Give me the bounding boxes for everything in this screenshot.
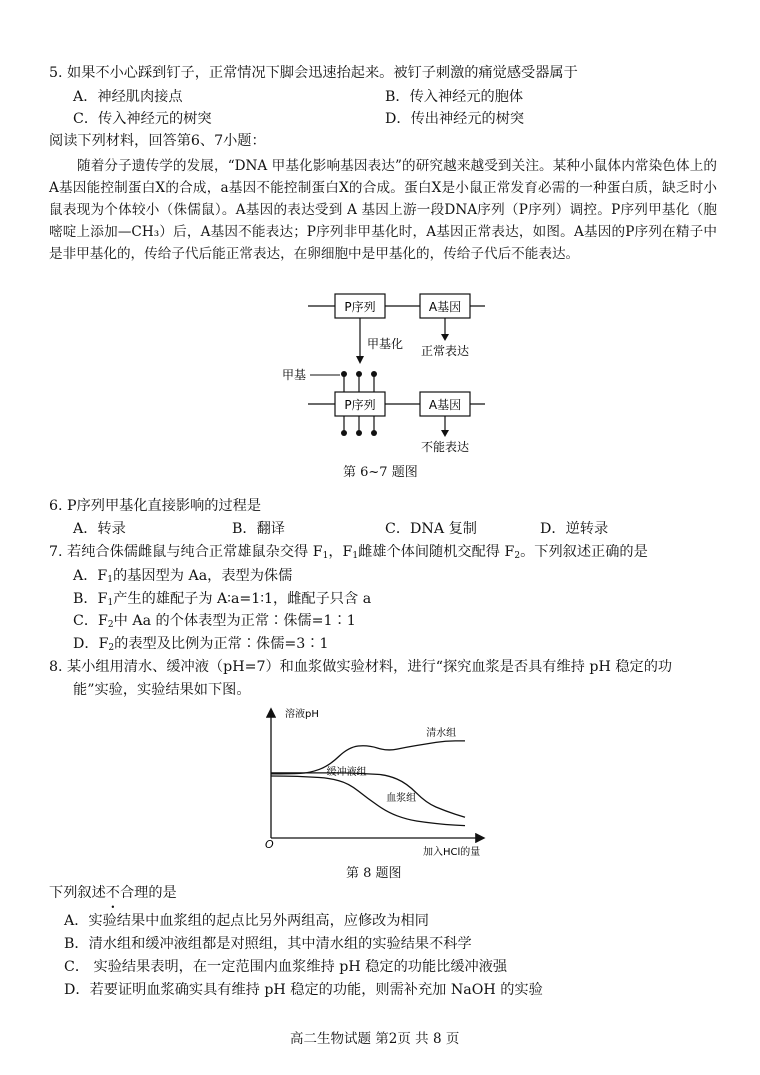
methyl-dot xyxy=(341,371,347,377)
cannot-express-label: 不能表达 xyxy=(420,440,470,454)
series-line-0 xyxy=(271,741,465,774)
page-footer: 高二生物试题 第2页 共 8 页 xyxy=(290,1031,460,1047)
origin-label: O xyxy=(265,838,274,851)
methyl-dot xyxy=(371,371,377,377)
a-gene-label-top: A基因 xyxy=(428,300,462,314)
q8-stem-line1: 8. 某小组用清水、缓冲液（pH=7）和血浆做实验材料，进行“探究血浆是否具有维持 pH 稳定的功 xyxy=(49,659,673,675)
methyl-dot xyxy=(356,371,362,377)
q8-option-a[interactable]: A．实验结果中血浆组的起点比另外两组高，应修改为相同 xyxy=(64,913,429,929)
a-gene-label-bottom: A基因 xyxy=(428,398,462,412)
y-axis-label: 溶液pH xyxy=(285,709,319,720)
q8-option-d[interactable]: D．若要证明血浆确实具有维持 pH 稳定的功能，则需补充加 NaOH 的实验 xyxy=(64,982,543,998)
methyl-dot xyxy=(341,430,347,436)
q7-option-c[interactable]: C．$F_2$中 Aa 的个体表型为正常∶侏儒=1∶1 xyxy=(73,613,356,630)
q6-option-d[interactable]: D．逆转录 xyxy=(540,521,609,537)
q5-option-d[interactable]: D．传出神经元的树突 xyxy=(385,111,525,127)
ph-chart xyxy=(255,700,505,862)
normal-expression-label: 正常表达 xyxy=(420,344,470,358)
q5-option-c[interactable]: C．传入神经元的树突 xyxy=(73,111,212,127)
reading-paragraph-text: 随着分子遗传学的发展，“DNA 甲基化影响基因表达”的研究越来越受到关注。某种小鼠体内常染色体上的A基因能控制蛋白X的合成，a基因不能控制蛋白X的合成。蛋白X是小鼠正常发育必需的一种蛋白质，缺乏时小鼠表现为个体较小（侏儒鼠）。A基因的表达受到 A 基因上游一段DNA序列（P序列）调控。P序列甲基化（胞嘧啶上添加—CH₃）后，A基因不能表达；P序列非甲基化时，A基因正常表达，如图。A基因的P序列在精子中是非甲基化的，传给子代后能正常表达，在卵细胞中是甲基化的，传给子代后不能表达。 xyxy=(49,158,717,262)
p-sequence-label-top: P序列 xyxy=(344,300,376,314)
series-label-0: 清水组 xyxy=(426,728,457,739)
series-label-2: 缓冲液组 xyxy=(326,767,367,779)
q6-option-a[interactable]: A．转录 xyxy=(73,521,126,537)
series-label-1: 血浆组 xyxy=(386,792,417,804)
methylation-diagram xyxy=(270,288,500,480)
series-line-2 xyxy=(271,776,465,826)
q8-option-c[interactable]: C． 实验结果表明，在一定范围内血浆维持 pH 稳定的功能比缓冲液强 xyxy=(64,959,508,975)
diagram-caption: 第 6~7 题图 xyxy=(343,465,418,480)
series-line-1 xyxy=(271,773,465,817)
q8-stem-line2: 能”实验，实验结果如下图。 xyxy=(73,682,251,698)
q6-option-c[interactable]: C．DNA 复制 xyxy=(385,521,477,537)
q7-option-b[interactable]: B．$F_1$产生的雄配子为 A∶a=1∶1，雌配子只含 a xyxy=(73,591,372,608)
q8-option-b[interactable]: B．清水组和缓冲液组都是对照组，其中清水组的实验结果不科学 xyxy=(64,936,472,952)
q7-option-d[interactable]: D．$F_2$的表型及比例为正常∶侏儒=3∶1 xyxy=(73,636,329,653)
q5-option-b[interactable]: B．传入神经元的胞体 xyxy=(385,89,524,105)
x-axis-label: 加入HCl的量 xyxy=(423,847,481,858)
arrow-down-icon xyxy=(441,430,449,437)
chart-caption: 第 8 题图 xyxy=(346,866,402,881)
methylation-label: 甲基化 xyxy=(367,337,404,351)
q5-stem: 5. 如果不小心踩到钉子，正常情况下脚会迅速抬起来。被钉子刺激的痛觉感受器属于 xyxy=(49,65,578,81)
arrow-down-icon xyxy=(356,356,364,364)
arrow-down-icon xyxy=(441,334,449,341)
q5-option-a[interactable]: A．神经肌肉接点 xyxy=(73,89,183,105)
methyl-dot xyxy=(356,430,362,436)
q8-stem2: 下列叙述不合理的是 xyxy=(49,885,177,901)
q6-stem: 6. P序列甲基化直接影响的过程是 xyxy=(49,498,262,514)
q7-option-a[interactable]: A．$F_1$的基因型为 Aa，表型为侏儒 xyxy=(73,568,293,585)
reading-paragraph xyxy=(49,155,717,265)
reading-intro: 阅读下列材料，回答第6、7小题： xyxy=(49,133,266,149)
q6-option-b[interactable]: B．翻译 xyxy=(232,521,285,537)
p-sequence-label-bottom: P序列 xyxy=(344,398,376,412)
q7-stem: 7. 若纯合侏儒雌鼠与纯合正常雄鼠杂交得 $F_1$，$F_1$雌雄个体间随机交配得 $F_2$。下列叙述正确的是 xyxy=(49,544,648,561)
methyl-label: 甲基 xyxy=(282,368,307,382)
methyl-dot xyxy=(371,430,377,436)
